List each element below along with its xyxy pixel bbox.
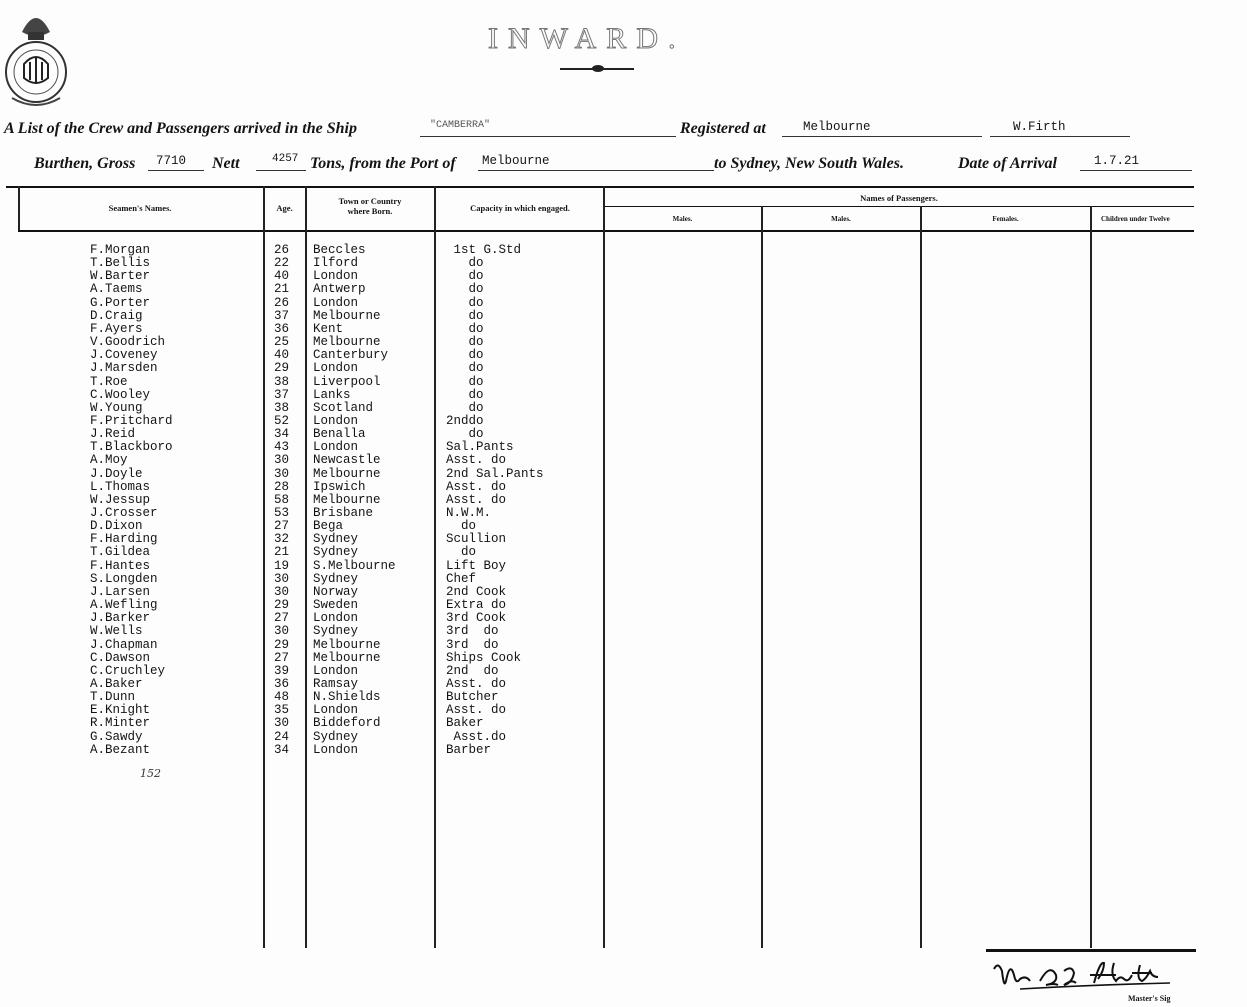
- seaman-capacity: Chef: [446, 571, 477, 586]
- seaman-name: D.Craig: [90, 308, 143, 323]
- heading-ornament: [592, 65, 604, 72]
- seaman-name: C.Wooley: [90, 387, 151, 402]
- seaman-age: 26: [274, 295, 290, 310]
- seaman-age: 29: [274, 361, 290, 376]
- arrival-underline: [1080, 170, 1192, 171]
- seaman-birthplace: Ilford: [313, 256, 359, 271]
- seaman-age: 29: [274, 598, 290, 613]
- seaman-name: J.Crosser: [90, 506, 158, 520]
- header-seamen: Seamen's Names.: [108, 203, 172, 213]
- seaman-capacity: 2nd Cook: [446, 584, 507, 599]
- seaman-capacity: do: [446, 256, 484, 271]
- seaman-capacity: 1st G.Std: [446, 243, 522, 257]
- seaman-name: W.Young: [90, 400, 143, 415]
- burthen-label: Burthen, Gross: [34, 155, 136, 172]
- seaman-age: 36: [274, 676, 290, 691]
- seaman-age: 30: [274, 716, 290, 731]
- seaman-capacity: Scullion: [446, 532, 507, 547]
- signature-rule: [986, 949, 1196, 952]
- ship-name: "CAMBERRA": [430, 120, 491, 131]
- seaman-age: 25: [274, 335, 290, 350]
- seaman-age: 43: [274, 440, 290, 455]
- seaman-name: J.Doyle: [90, 466, 143, 481]
- seaman-age: 30: [274, 571, 290, 586]
- seaman-capacity: do: [446, 400, 484, 415]
- seaman-capacity: 3rd do: [446, 624, 499, 639]
- seaman-age: 52: [274, 413, 290, 428]
- crew-tally: 152: [140, 767, 161, 780]
- registered-port: Melbourne: [803, 120, 871, 134]
- seaman-name: J.Chapman: [90, 637, 158, 652]
- seaman-capacity: Asst. do: [446, 453, 507, 468]
- seaman-age: 48: [274, 690, 290, 705]
- seaman-birthplace: Melbourne: [313, 466, 381, 481]
- seaman-name: W.Barter: [90, 269, 151, 284]
- seaman-name: A.Moy: [90, 453, 128, 468]
- seaman-age: 40: [274, 269, 290, 284]
- seaman-capacity: N.W.M.: [446, 506, 492, 520]
- seaman-name: A.Baker: [90, 676, 143, 691]
- gross-tons: 7710: [156, 154, 187, 168]
- seaman-capacity: Asst. do: [446, 703, 507, 718]
- seaman-name: J.Coveney: [90, 348, 158, 363]
- seaman-age: 53: [274, 506, 290, 520]
- seaman-capacity: do: [446, 348, 484, 363]
- seaman-birthplace: London: [313, 295, 359, 310]
- seaman-capacity: do: [446, 321, 484, 336]
- seaman-capacity: 3rd do: [446, 637, 499, 652]
- col-divider-children: [1090, 206, 1092, 948]
- seaman-capacity: do: [446, 335, 484, 350]
- list-label: A List of the Crew and Passengers arrived in the Ship: [4, 120, 357, 137]
- seaman-age: 30: [274, 624, 290, 639]
- seaman-birthplace: Scotland: [313, 400, 374, 415]
- seaman-name: J.Barker: [90, 611, 151, 626]
- seaman-capacity: Sal.Pants: [446, 440, 514, 455]
- header-bottom-rule: [18, 230, 1194, 232]
- seaman-birthplace: Ramsay: [313, 676, 359, 691]
- seaman-capacity: do: [446, 295, 484, 310]
- seaman-name: F.Pritchard: [90, 413, 173, 428]
- seaman-age: 19: [274, 558, 290, 573]
- seaman-name: T.Bellis: [90, 256, 151, 271]
- seaman-birthplace: Canterbury: [313, 348, 389, 363]
- seaman-birthplace: Ipswich: [313, 479, 366, 494]
- signature-label: Master's Sig: [1128, 994, 1171, 1003]
- seaman-capacity: 2nd do: [446, 663, 499, 678]
- seaman-name: R.Minter: [90, 716, 151, 731]
- col-divider-males2: [761, 206, 763, 948]
- seaman-birthplace: Benalla: [313, 427, 366, 442]
- seaman-birthplace: Norway: [313, 584, 359, 599]
- seaman-age: 39: [274, 663, 290, 678]
- seaman-birthplace: Sydney: [313, 545, 359, 560]
- seaman-birthplace: London: [313, 440, 359, 455]
- seaman-capacity: Baker: [446, 716, 484, 731]
- seaman-birthplace: Sweden: [313, 598, 359, 613]
- seaman-capacity: Asst. do: [446, 479, 507, 494]
- master-signature: [990, 959, 1180, 993]
- seaman-name: S.Longden: [90, 571, 158, 586]
- seaman-birthplace: Melbourne: [313, 308, 381, 323]
- seaman-birthplace: Kent: [313, 321, 344, 336]
- seaman-birthplace: Sydney: [313, 624, 359, 639]
- seaman-birthplace: Melbourne: [313, 335, 381, 350]
- seaman-birthplace: Sydney: [313, 532, 359, 547]
- seaman-birthplace: Antwerp: [313, 282, 366, 297]
- seaman-capacity: do: [446, 387, 484, 402]
- registered-underline: [782, 136, 982, 137]
- seaman-age: 34: [274, 427, 290, 442]
- seaman-birthplace: London: [313, 269, 359, 284]
- seaman-capacity: do: [446, 308, 484, 323]
- seaman-birthplace: Melbourne: [313, 492, 381, 507]
- nett-underline: [256, 170, 306, 171]
- ship-underline: [420, 136, 676, 137]
- header-children: Children under Twelve: [1101, 215, 1170, 223]
- seaman-age: 35: [274, 703, 290, 718]
- seaman-capacity: 2nddo: [446, 413, 484, 428]
- master-underline: [990, 136, 1130, 137]
- from-port-underline: [478, 170, 714, 171]
- seaman-birthplace: London: [313, 611, 359, 626]
- table-top-rule: [6, 186, 1194, 188]
- seaman-name: L.Thomas: [90, 479, 151, 494]
- seaman-age: 38: [274, 374, 290, 389]
- seaman-birthplace: Bega: [313, 519, 344, 534]
- seaman-name: F.Hantes: [90, 558, 151, 573]
- seaman-birthplace: London: [313, 361, 359, 376]
- header-town: Town or Country where Born.: [338, 196, 402, 216]
- seaman-capacity: do: [446, 545, 477, 560]
- header-age: Age.: [276, 203, 293, 213]
- tons-from-label: Tons, from the Port of: [310, 155, 456, 172]
- arrival-date: 1.7.21: [1094, 154, 1140, 168]
- seaman-name: D.Dixon: [90, 519, 143, 534]
- seaman-capacity: do: [446, 361, 484, 376]
- seaman-birthplace: Biddeford: [313, 716, 381, 731]
- seaman-name: G.Sawdy: [90, 729, 143, 744]
- seaman-age: 21: [274, 545, 290, 560]
- seaman-name: J.Larsen: [90, 584, 151, 599]
- seaman-birthplace: Sydney: [313, 729, 359, 744]
- seaman-age: 27: [274, 519, 290, 534]
- seaman-birthplace: S.Melbourne: [313, 558, 396, 573]
- seaman-birthplace: London: [313, 663, 359, 678]
- seaman-name: E.Knight: [90, 703, 151, 718]
- seaman-age: 29: [274, 637, 290, 652]
- seaman-name: T.Dunn: [90, 690, 136, 705]
- seaman-name: J.Marsden: [90, 361, 158, 376]
- seaman-birthplace: Melbourne: [313, 637, 381, 652]
- seaman-capacity: Extra do: [446, 598, 507, 613]
- seaman-birthplace: Lanks: [313, 387, 351, 402]
- seaman-name: W.Wells: [90, 624, 143, 639]
- seaman-birthplace: Liverpool: [313, 374, 381, 389]
- seaman-name: T.Roe: [90, 374, 128, 389]
- seaman-birthplace: Beccles: [313, 243, 366, 257]
- seaman-age: 34: [274, 742, 290, 757]
- seaman-age: 27: [274, 611, 290, 626]
- master-name: W.Firth: [1013, 120, 1066, 134]
- passenger-sub-rule: [604, 206, 1194, 207]
- header-females: Females.: [992, 215, 1019, 223]
- seaman-age: 26: [274, 243, 290, 257]
- seaman-name: J.Reid: [90, 427, 136, 442]
- seaman-capacity: Asst. do: [446, 676, 507, 691]
- seaman-birthplace: Newcastle: [313, 453, 381, 468]
- nett-tons: 4257: [272, 153, 299, 165]
- seaman-age: 38: [274, 400, 290, 415]
- nett-label: Nett: [212, 155, 240, 172]
- header-males-1: Males.: [672, 215, 693, 223]
- from-port: Melbourne: [482, 154, 550, 168]
- seaman-capacity: 3rd Cook: [446, 611, 507, 626]
- seaman-name: F.Ayers: [90, 321, 143, 336]
- seaman-capacity: Ships Cook: [446, 650, 522, 665]
- seaman-capacity: do: [446, 519, 477, 534]
- seaman-name: C.Dawson: [90, 650, 151, 665]
- seaman-name: A.Bezant: [90, 742, 151, 757]
- seaman-capacity: Barber: [446, 742, 492, 757]
- header-passengers: Names of Passengers.: [860, 193, 938, 203]
- seaman-age: 21: [274, 282, 290, 297]
- seaman-name: V.Goodrich: [90, 335, 166, 350]
- inward-heading: INWARD.: [488, 22, 686, 55]
- seaman-age: 24: [274, 729, 290, 744]
- col-divider-females: [920, 206, 922, 948]
- seaman-name: A.Wefling: [90, 598, 158, 613]
- seaman-capacity: 2nd Sal.Pants: [446, 466, 544, 481]
- seaman-age: 58: [274, 492, 290, 507]
- seaman-birthplace: Brisbane: [313, 506, 374, 520]
- seaman-capacity: do: [446, 282, 484, 297]
- arrival-label: Date of Arrival: [958, 155, 1057, 172]
- seaman-age: 30: [274, 453, 290, 468]
- seaman-age: 37: [274, 387, 290, 402]
- to-label: to Sydney, New South Wales.: [714, 155, 904, 172]
- header-capacity: Capacity in which engaged.: [470, 203, 570, 213]
- seaman-age: 30: [274, 584, 290, 599]
- col-left-border: [18, 186, 20, 230]
- seaman-name: A.Taems: [90, 282, 143, 297]
- seaman-age: 32: [274, 532, 290, 547]
- col-divider-age: [263, 186, 265, 948]
- seaman-age: 30: [274, 466, 290, 481]
- registered-label: Registered at: [680, 120, 766, 137]
- seaman-age: 28: [274, 479, 290, 494]
- seaman-birthplace: N.Shields: [313, 690, 381, 705]
- seaman-name: G.Porter: [90, 295, 151, 310]
- header-males-2: Males.: [831, 215, 851, 223]
- col-divider-passengers: [603, 186, 605, 948]
- seaman-name: T.Blackboro: [90, 440, 173, 455]
- seaman-age: 37: [274, 308, 290, 323]
- seaman-name: F.Harding: [90, 532, 158, 547]
- seaman-birthplace: London: [313, 413, 359, 428]
- seaman-name: W.Jessup: [90, 492, 151, 507]
- seaman-name: F.Morgan: [90, 243, 151, 257]
- seaman-capacity: do: [446, 427, 484, 442]
- seaman-birthplace: London: [313, 742, 359, 757]
- seaman-capacity: do: [446, 269, 484, 284]
- seaman-age: 36: [274, 321, 290, 336]
- seaman-birthplace: Sydney: [313, 571, 359, 586]
- col-divider-town: [305, 186, 307, 948]
- seal-stamp: [2, 2, 70, 114]
- seaman-birthplace: Melbourne: [313, 650, 381, 665]
- seaman-name: C.Cruchley: [90, 663, 166, 678]
- seaman-capacity: Asst. do: [446, 492, 507, 507]
- col-divider-capacity: [434, 186, 436, 948]
- seaman-age: 40: [274, 348, 290, 363]
- seaman-age: 22: [274, 256, 290, 271]
- seaman-capacity: do: [446, 374, 484, 389]
- seaman-age: 27: [274, 650, 290, 665]
- seaman-name: T.Gildea: [90, 545, 151, 560]
- gross-underline: [148, 170, 204, 171]
- seaman-birthplace: London: [313, 703, 359, 718]
- seaman-capacity: Asst.do: [446, 729, 507, 744]
- seaman-capacity: Lift Boy: [446, 558, 507, 573]
- seaman-capacity: Butcher: [446, 690, 499, 705]
